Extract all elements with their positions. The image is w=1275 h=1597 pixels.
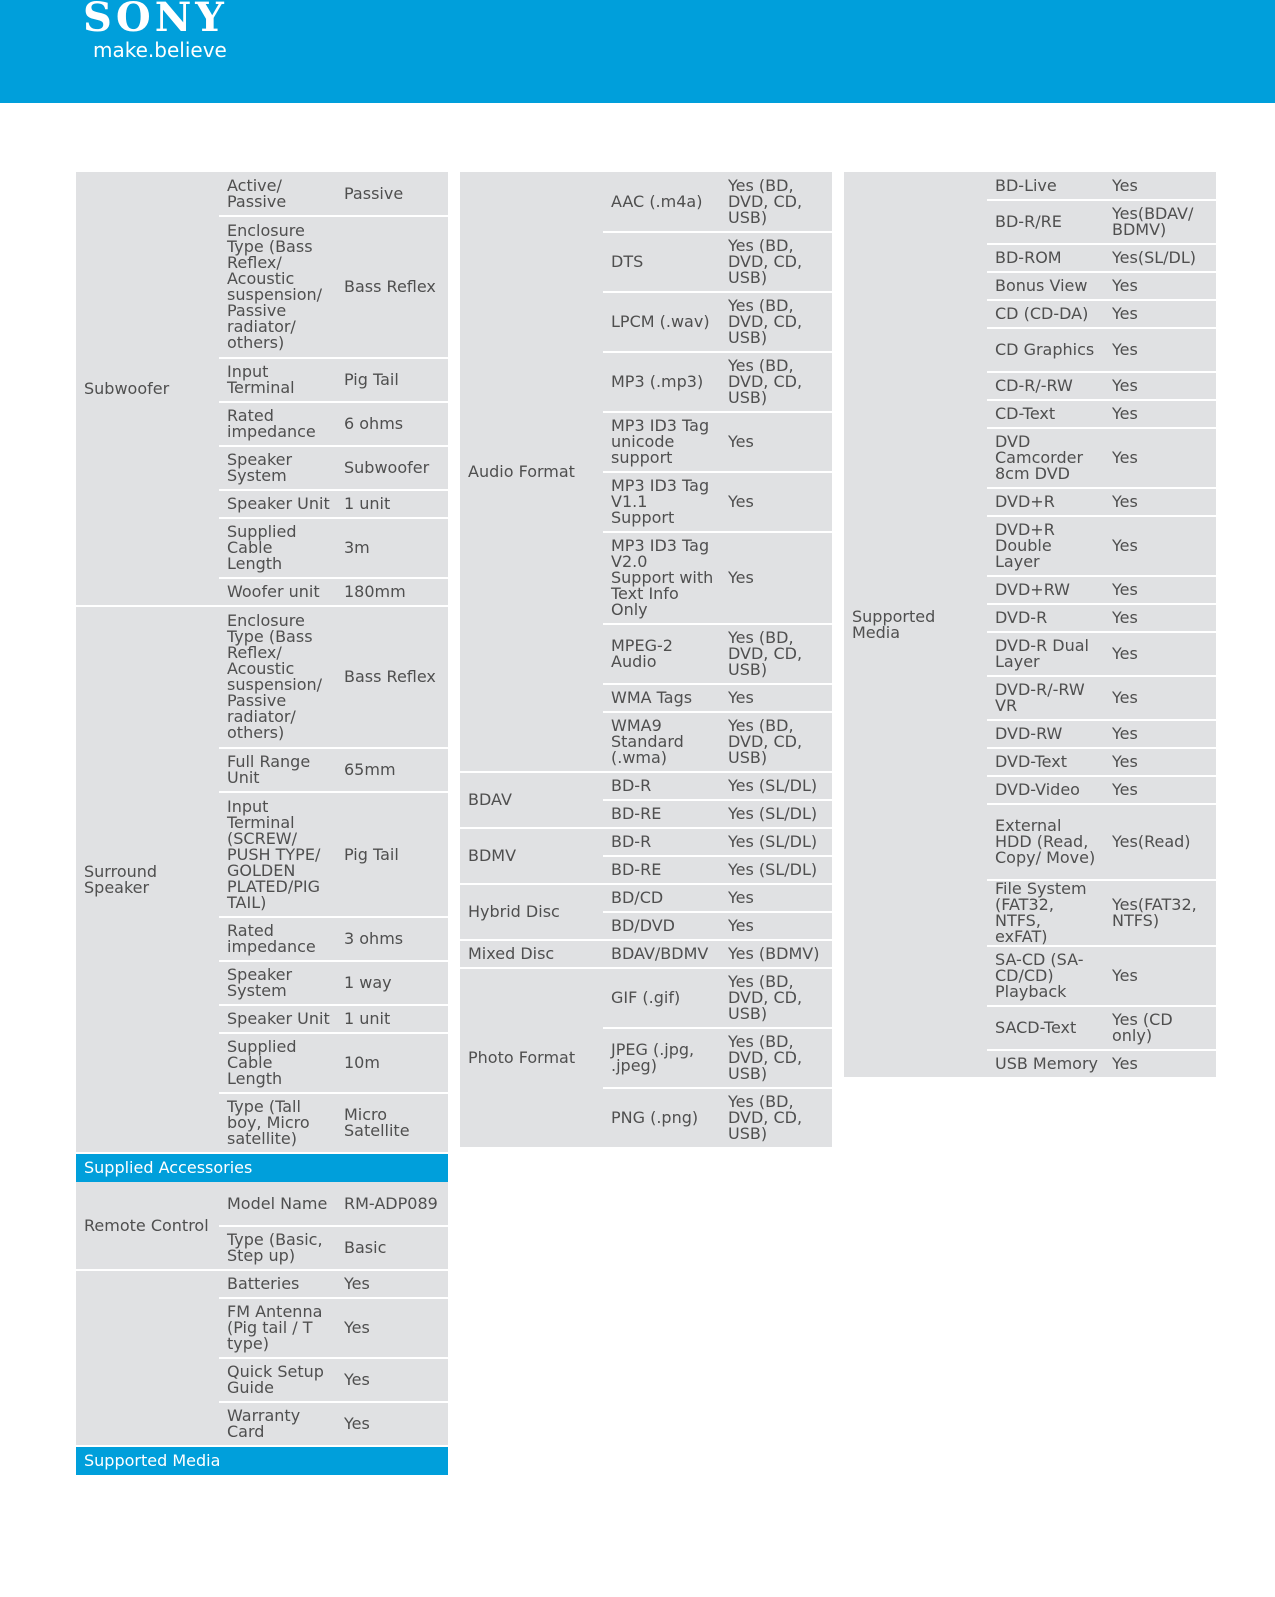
- spec-value: Yes: [720, 412, 832, 472]
- group-label: Audio Format: [460, 172, 603, 772]
- spec-label: Speaker System: [219, 961, 336, 1005]
- spec-label: LPCM (.wav): [603, 292, 720, 352]
- spec-label: MP3 (.mp3): [603, 352, 720, 412]
- spec-value: Yes: [336, 1270, 448, 1298]
- spec-value: Bass Reflex: [336, 606, 448, 748]
- spec-label: DVD-R/-RW VR: [987, 676, 1104, 720]
- spec-label: Type (Tall boy, Micro satellite): [219, 1093, 336, 1153]
- spec-label: GIF (.gif): [603, 968, 720, 1028]
- spec-table: [460, 172, 832, 1149]
- group-label: [76, 1270, 219, 1446]
- spec-label: DVD-R: [987, 604, 1104, 632]
- spec-label: Woofer unit: [219, 578, 336, 606]
- group-label: BDMV: [460, 828, 603, 884]
- spec-value: Yes: [720, 884, 832, 912]
- spec-row: [844, 172, 1216, 200]
- spec-label: Warranty Card: [219, 1402, 336, 1446]
- spec-value: Yes (BD, DVD, CD, USB): [720, 1088, 832, 1148]
- group-label: Hybrid Disc: [460, 884, 603, 940]
- group-label: Remote Control: [76, 1182, 219, 1270]
- spec-value: Yes: [1104, 604, 1216, 632]
- spec-label: JPEG (.jpg, .jpeg): [603, 1028, 720, 1088]
- spec-value: Yes: [1104, 488, 1216, 516]
- spec-label: MPEG-2 Audio: [603, 624, 720, 684]
- spec-value: Yes (BD, DVD, CD, USB): [720, 712, 832, 772]
- spec-value: Yes: [1104, 632, 1216, 676]
- group-label: Surround Speaker: [76, 606, 219, 1153]
- spec-value: Yes(Read): [1104, 804, 1216, 880]
- spec-row: [460, 828, 832, 856]
- spec-label: Quick Setup Guide: [219, 1358, 336, 1402]
- spec-value: Yes (BD, DVD, CD, USB): [720, 232, 832, 292]
- spec-label: MP3 ID3 Tag unicode support: [603, 412, 720, 472]
- spec-column-2: [460, 172, 832, 1149]
- spec-value: Yes (BD, DVD, CD, USB): [720, 968, 832, 1028]
- tagline: make.believe: [93, 38, 227, 62]
- spec-value: Yes: [1104, 372, 1216, 400]
- spec-label: PNG (.png): [603, 1088, 720, 1148]
- sony-logo: SONY: [83, 0, 228, 41]
- spec-label: Batteries: [219, 1270, 336, 1298]
- spec-label: DTS: [603, 232, 720, 292]
- spec-value: Yes(SL/DL): [1104, 244, 1216, 272]
- spec-label: DVD-RW: [987, 720, 1104, 748]
- spec-value: Yes (SL/DL): [720, 828, 832, 856]
- spec-value: Yes (BD, DVD, CD, USB): [720, 292, 832, 352]
- spec-label: SA-CD (SA-CD/CD) Playback: [987, 946, 1104, 1006]
- spec-value: 3 ohms: [336, 917, 448, 961]
- spec-label: BD-RE: [603, 856, 720, 884]
- spec-label: Speaker Unit: [219, 1005, 336, 1033]
- spec-value: Yes(BDAV/ BDMV): [1104, 200, 1216, 244]
- spec-value: 3m: [336, 518, 448, 578]
- spec-value: Passive: [336, 172, 448, 216]
- spec-table: [844, 172, 1216, 1079]
- spec-row: [76, 606, 448, 748]
- spec-label: Speaker System: [219, 446, 336, 490]
- group-label: Mixed Disc: [460, 940, 603, 968]
- spec-value: Yes (BD, DVD, CD, USB): [720, 624, 832, 684]
- group-label: Subwoofer: [76, 172, 219, 606]
- spec-label: CD Graphics: [987, 328, 1104, 372]
- spec-label: Speaker Unit: [219, 490, 336, 518]
- spec-label: WMA Tags: [603, 684, 720, 712]
- spec-label: Input Terminal: [219, 358, 336, 402]
- spec-label: Model Name: [219, 1182, 336, 1226]
- spec-row: [76, 1270, 448, 1298]
- spec-label: MP3 ID3 Tag V1.1 Support: [603, 472, 720, 532]
- spec-label: AAC (.m4a): [603, 172, 720, 232]
- spec-row: [76, 1182, 448, 1226]
- spec-label: Full Range Unit: [219, 748, 336, 792]
- spec-value: Yes: [336, 1358, 448, 1402]
- spec-value: Yes (BD, DVD, CD, USB): [720, 172, 832, 232]
- spec-value: Yes: [1104, 776, 1216, 804]
- spec-value: 1 way: [336, 961, 448, 1005]
- spec-label: CD-Text: [987, 400, 1104, 428]
- spec-label: BD-R: [603, 828, 720, 856]
- spec-value: Subwoofer: [336, 446, 448, 490]
- spec-label: BD-R: [603, 772, 720, 800]
- spec-value: Yes (BDMV): [720, 940, 832, 968]
- spec-label: Rated impedance: [219, 917, 336, 961]
- spec-label: File System (FAT32, NTFS, exFAT): [987, 880, 1104, 946]
- spec-label: Active/ Passive: [219, 172, 336, 216]
- spec-value: 6 ohms: [336, 402, 448, 446]
- spec-label: DVD Camcorder 8cm DVD: [987, 428, 1104, 488]
- spec-value: Yes: [1104, 172, 1216, 200]
- spec-value: 1 unit: [336, 1005, 448, 1033]
- spec-value: Yes: [1104, 720, 1216, 748]
- spec-value: 180mm: [336, 578, 448, 606]
- spec-value: Yes(FAT32, NTFS): [1104, 880, 1216, 946]
- brand-header: [0, 0, 1275, 103]
- spec-value: Basic: [336, 1226, 448, 1270]
- spec-label: DVD+R Double Layer: [987, 516, 1104, 576]
- spec-value: Yes: [1104, 946, 1216, 1006]
- group-label: Photo Format: [460, 968, 603, 1148]
- spec-label: Enclosure Type (Bass Reflex/ Acoustic suspension/ Passive radiator/ others): [219, 216, 336, 358]
- spec-value: Yes: [1104, 516, 1216, 576]
- spec-value: Yes: [1104, 272, 1216, 300]
- spec-label: Supplied Cable Length: [219, 1033, 336, 1093]
- spec-label: Enclosure Type (Bass Reflex/ Acoustic suspension/ Passive radiator/ others): [219, 606, 336, 748]
- spec-label: USB Memory: [987, 1050, 1104, 1078]
- spec-label: DVD+R: [987, 488, 1104, 516]
- spec-row: [460, 884, 832, 912]
- spec-label: DVD-Video: [987, 776, 1104, 804]
- spec-label: DVD+RW: [987, 576, 1104, 604]
- spec-value: Yes: [336, 1298, 448, 1358]
- group-label: BDAV: [460, 772, 603, 828]
- spec-label: External HDD (Read, Copy/ Move): [987, 804, 1104, 880]
- spec-label: Input Terminal (SCREW/ PUSH TYPE/ GOLDEN PLATED/PIG TAIL): [219, 792, 336, 917]
- spec-label: WMA9 Standard (.wma): [603, 712, 720, 772]
- spec-value: Yes: [336, 1402, 448, 1446]
- spec-label: BD-RE: [603, 800, 720, 828]
- spec-value: Yes: [720, 532, 832, 624]
- spec-label: DVD-Text: [987, 748, 1104, 776]
- spec-value: Yes (BD, DVD, CD, USB): [720, 352, 832, 412]
- spec-value: Pig Tail: [336, 792, 448, 917]
- spec-value: Yes: [1104, 748, 1216, 776]
- spec-value: Yes: [720, 472, 832, 532]
- spec-value: Yes (BD, DVD, CD, USB): [720, 1028, 832, 1088]
- spec-value: Yes: [1104, 400, 1216, 428]
- spec-row: [460, 940, 832, 968]
- spec-label: BD-Live: [987, 172, 1104, 200]
- spec-column-3: [844, 172, 1216, 1079]
- spec-table: [76, 1182, 448, 1447]
- spec-label: BD/CD: [603, 884, 720, 912]
- spec-value: Yes: [1104, 676, 1216, 720]
- spec-value: Pig Tail: [336, 358, 448, 402]
- spec-value: Yes: [720, 684, 832, 712]
- spec-value: Yes (SL/DL): [720, 772, 832, 800]
- spec-value: Micro Satellite: [336, 1093, 448, 1153]
- spec-label: Type (Basic, Step up): [219, 1226, 336, 1270]
- spec-value: Yes: [1104, 300, 1216, 328]
- spec-value: 65mm: [336, 748, 448, 792]
- section-heading: Supplied Accessories: [76, 1154, 448, 1182]
- spec-value: 10m: [336, 1033, 448, 1093]
- spec-value: Yes: [720, 912, 832, 940]
- spec-value: Yes: [1104, 1050, 1216, 1078]
- spec-label: Rated impedance: [219, 402, 336, 446]
- spec-value: RM-ADP089: [336, 1182, 448, 1226]
- spec-value: Yes: [1104, 576, 1216, 604]
- spec-value: Yes (SL/DL): [720, 800, 832, 828]
- spec-label: MP3 ID3 Tag V2.0 Support with Text Info Only: [603, 532, 720, 624]
- spec-label: CD-R/-RW: [987, 372, 1104, 400]
- spec-column-1: [76, 172, 448, 1475]
- spec-label: Supplied Cable Length: [219, 518, 336, 578]
- spec-value: Yes: [1104, 328, 1216, 372]
- spec-label: SACD-Text: [987, 1006, 1104, 1050]
- spec-table: [76, 172, 448, 1154]
- spec-row: [460, 772, 832, 800]
- spec-label: CD (CD-DA): [987, 300, 1104, 328]
- spec-label: BD/DVD: [603, 912, 720, 940]
- spec-value: Yes: [1104, 428, 1216, 488]
- spec-row: [76, 172, 448, 216]
- spec-label: BD-ROM: [987, 244, 1104, 272]
- section-heading: Supported Media: [76, 1447, 448, 1475]
- spec-row: [460, 968, 832, 1028]
- spec-label: DVD-R Dual Layer: [987, 632, 1104, 676]
- spec-label: BD-R/RE: [987, 200, 1104, 244]
- spec-value: 1 unit: [336, 490, 448, 518]
- group-label: Supported Media: [844, 172, 987, 1078]
- spec-label: Bonus View: [987, 272, 1104, 300]
- spec-row: [460, 172, 832, 232]
- spec-value: Yes (SL/DL): [720, 856, 832, 884]
- spec-value: Bass Reflex: [336, 216, 448, 358]
- spec-value: Yes (CD only): [1104, 1006, 1216, 1050]
- spec-label: FM Antenna (Pig tail / T type): [219, 1298, 336, 1358]
- spec-label: BDAV/BDMV: [603, 940, 720, 968]
